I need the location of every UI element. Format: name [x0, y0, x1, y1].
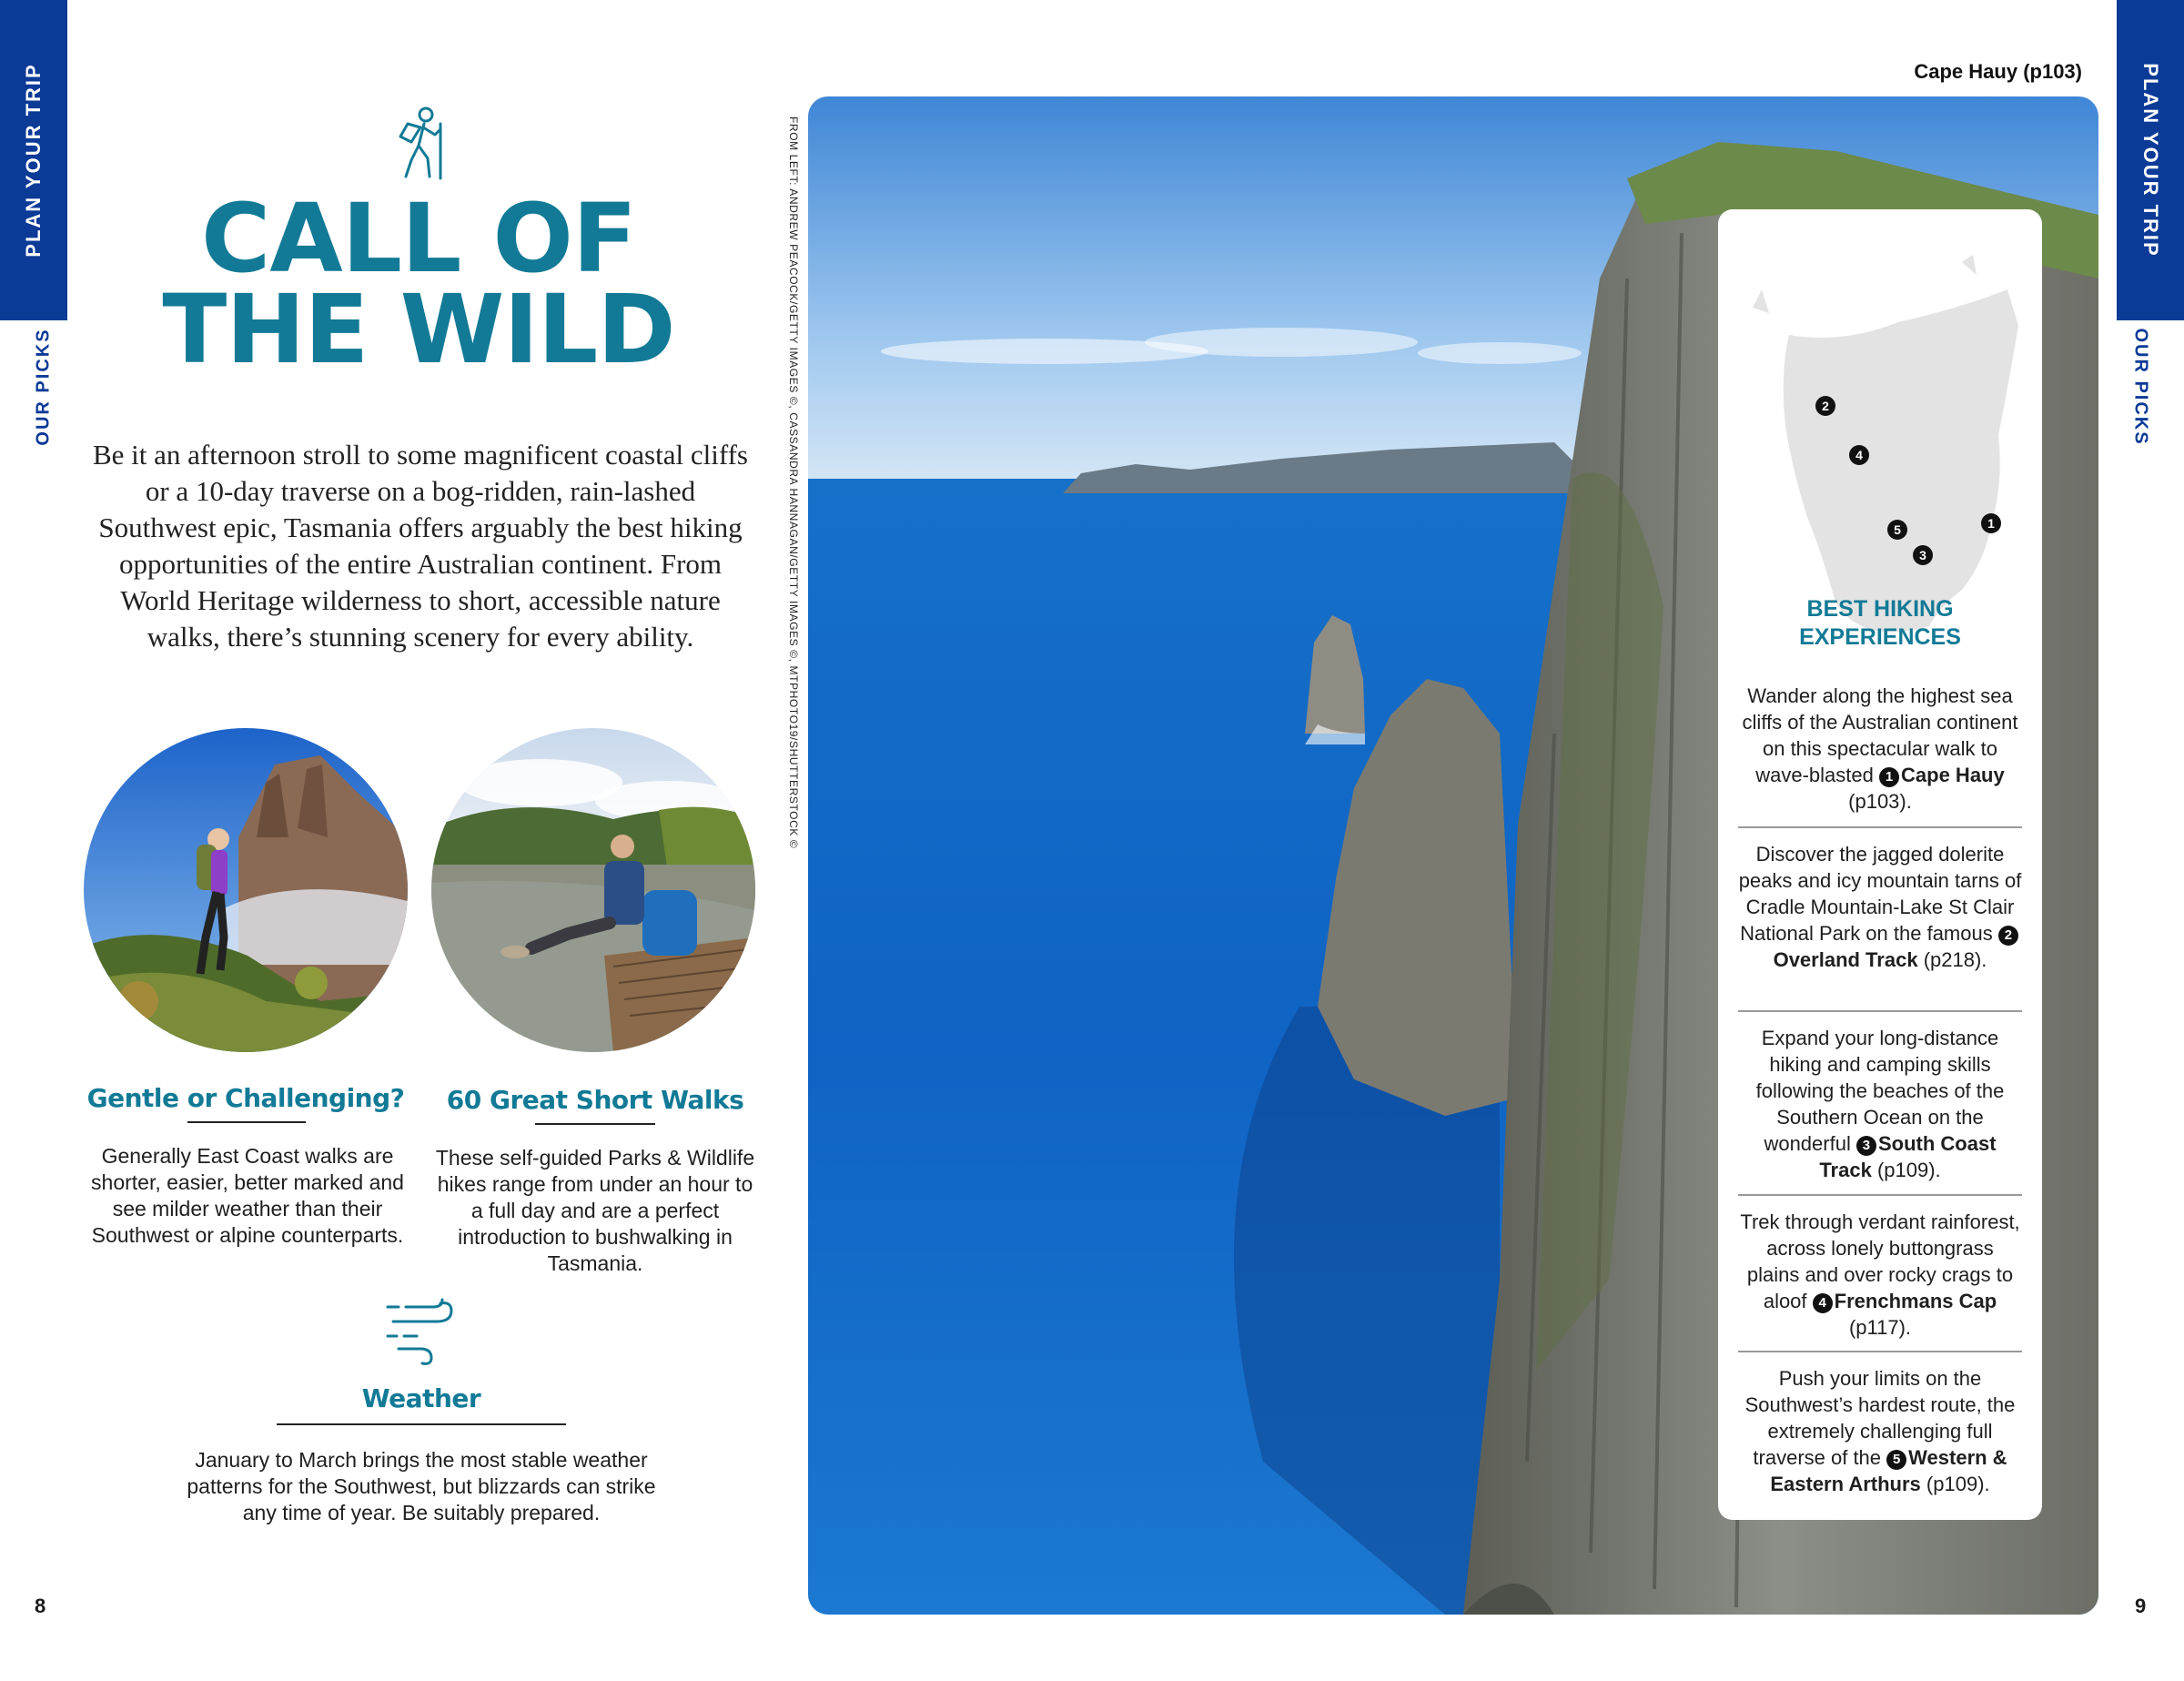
photo-credit: FROM LEFT: ANDREW PEACOCK/GETTY IMAGES ©, CASSANDRA HANNAGAN/GETTY IMAGES ©, MTPHOTO19/SHUTTERSTOCK © [787, 116, 800, 849]
card-heading-line-1: BEST HIKING [1806, 596, 1954, 622]
feature-text-1: Generally East Coast walks are shorter, easier, better marked and see milder weather than their Southwest or alpine counterparts. [91, 1144, 404, 1247]
feature-rule-1 [187, 1121, 306, 1123]
card-heading [1718, 595, 2042, 652]
photo-hiker-cliffs [84, 728, 408, 1052]
card-entry-4: Trek through verdant rainforest, across lonely buttongrass plains and over rocky crags to aloof 4 Frenchmans Cap (p117). [1740, 1210, 2020, 1339]
page-number-left: 8 [35, 1595, 46, 1617]
card-entry-5: Push your limits on the Southwest’s hardest route, the extremely challenging full traverse of the 5 Western & Eastern Arthurs (p109). [1744, 1367, 2016, 1495]
page-number-right: 9 [2135, 1595, 2147, 1617]
feature-rule-2 [535, 1123, 655, 1125]
feature-text-2: These self-guided Parks & Wildlife hikes range from under an hour to a full day and are a perfect introduction to bushwalking in Tasmania. [435, 1146, 755, 1275]
card-entry-name: South Coast Track [1819, 1132, 1997, 1181]
side-tab-left [0, 0, 67, 320]
number-badge: 2 [1998, 926, 2018, 946]
card-entry-name: Frenchmans Cap [1834, 1290, 1997, 1312]
photo-caption: Cape Hauy (p103) [1914, 60, 2082, 83]
title-line-1: CALL OF [200, 183, 636, 294]
feature-title-2: 60 Great Short Walks [446, 1085, 744, 1115]
card-entry-1: Wander along the highest sea cliffs of the Australian continent on this spectacular walk to wave-blasted 1 Cape Hauy (p103). [1742, 684, 2018, 813]
side-tab-right [2117, 0, 2184, 320]
wind-icon [384, 1296, 462, 1367]
card-divider [1738, 1351, 2022, 1352]
card-entry-2: Discover the jagged dolerite peaks and icy mountain tarns of Cradle Mountain-Lake St Clair National Park on the famous 2Overland Track (p218). [1738, 843, 2022, 971]
intro-paragraph: Be it an afternoon stroll to some magnificent coastal cliffs or a 10-day traverse on a bog-ridden, rain-lashed Southwest epic, Tasmania offers arguably the best hiking opportunities of the entire Australian continent. From World Heritage wilderness to short, accessible nature walks, there’s stunning scenery for every ability. [93, 439, 748, 653]
map-marker-1: 1 [1981, 513, 2001, 533]
number-badge: 5 [1886, 1450, 1906, 1470]
side-tab-label: PLAN YOUR TRIP [2139, 63, 2162, 258]
number-badge: 4 [1813, 1293, 1833, 1313]
map-marker-2: 2 [1815, 396, 1835, 416]
weather-rule [277, 1423, 566, 1425]
side-subtab-label: OUR PICKS [33, 328, 54, 446]
card-entry-name: Cape Hauy [1901, 764, 2005, 786]
card-heading-line-2: EXPERIENCES [1799, 624, 1961, 650]
side-subtab-label: OUR PICKS [2130, 328, 2151, 446]
feature-title-1: Gentle or Challenging? [86, 1083, 405, 1113]
title-line-2: THE WILD [162, 274, 675, 385]
number-badge: 1 [1879, 767, 1899, 787]
weather-text: January to March brings the most stable weather patterns for the Southwest, but blizzards can strike any time of year. Be suitably prepared. [187, 1448, 656, 1524]
number-badge: 3 [1856, 1136, 1876, 1156]
card-entry-3: Expand your long-distance hiking and camping skills following the beaches of the Southern Ocean on the wonderful 3 South Coast Track (p109). [1755, 1027, 2005, 1181]
hiker-icon [393, 106, 450, 182]
map-marker-5: 5 [1887, 520, 1907, 540]
best-hiking-card [1718, 209, 2042, 1520]
card-divider [1738, 826, 2022, 828]
map-marker-3: 3 [1913, 545, 1933, 565]
side-tab-label: PLAN YOUR TRIP [22, 63, 45, 258]
page-title [91, 183, 746, 385]
card-divider [1738, 1194, 2022, 1196]
photo-hiker-lake [431, 728, 755, 1052]
map-marker-4: 4 [1849, 445, 1869, 465]
card-entry-name: Overland Track [1773, 948, 1918, 971]
weather-title: Weather [361, 1383, 481, 1413]
card-divider [1738, 1010, 2022, 1012]
card-entry-name: Western & Eastern Arthurs [1770, 1446, 2007, 1495]
